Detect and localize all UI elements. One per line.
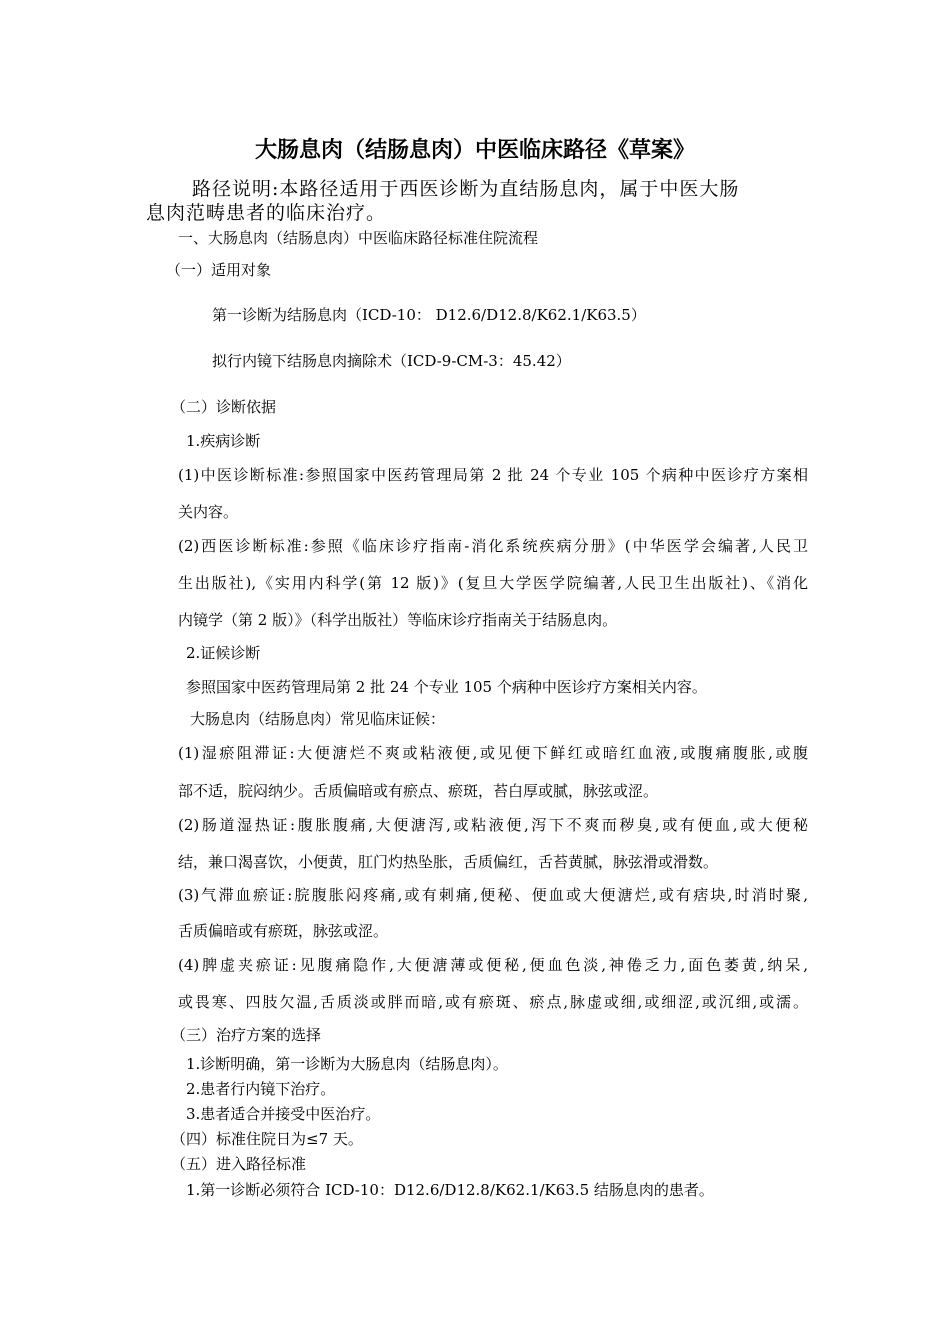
sub4-heading: （四）标准住院日为≤7 天。 bbox=[171, 1130, 363, 1148]
wm-standard-line-3: 内镜学（第 2 版）》（科学出版社）等临床诊疗指南关于结肠息肉。 bbox=[178, 611, 618, 629]
syndrome-reference: 参照国家中医药管理局第 2 批 24 个专业 105 个病种中医诊疗方案相关内容。 bbox=[186, 678, 707, 696]
sub5-item-1: 1.第一诊断必须符合 ICD-10：D12.6/D12.8/K62.1/K63.5 结肠息肉的患者。 bbox=[186, 1181, 714, 1199]
document-title: 大肠息肉（结肠息肉）中医临床路径《草案》 bbox=[254, 138, 695, 163]
sub3-item-1: 1.诊断明确，第一诊断为大肠息肉（结肠息肉）。 bbox=[186, 1055, 508, 1073]
syndrome-3-line-1: (3)气滞血瘀证:脘腹胀闷疼痛,或有刺痛,便秘、便血或大便溏烂,或有痞块,时消时聚, bbox=[178, 886, 808, 904]
sub1-item-2: 拟行内镜下结肠息肉摘除术（ICD-9-CM-3：45.42） bbox=[212, 352, 571, 370]
syndrome-1-line-2: 部不适，脘闷纳少。舌质偏暗或有瘀点、瘀斑，苔白厚或腻，脉弦或涩。 bbox=[178, 782, 659, 800]
sub3-item-3: 3.患者适合并接受中医治疗。 bbox=[186, 1105, 381, 1123]
syndrome-dx-heading: 2.证候诊断 bbox=[186, 644, 261, 662]
tcm-standard-line-2: 关内容。 bbox=[178, 503, 239, 521]
sub3-item-2: 2.患者行内镜下治疗。 bbox=[186, 1080, 336, 1098]
wm-standard-line-1: (2)西医诊断标准:参照《临床诊疗指南-消化系统疾病分册》(中华医学会编著,人民卫 bbox=[178, 537, 808, 555]
wm-standard-line-2: 生出版社),《实用内科学(第 12 版)》(复旦大学医学院编著,人民卫生出版社)、《消化 bbox=[178, 574, 808, 592]
syndrome-4-line-2: 或畏寒、四肢欠温,舌质淡或胖而暗,或有瘀斑、瘀点,脉虚或细,或细涩,或沉细,或濡。 bbox=[178, 993, 808, 1011]
intro-line-1: 路径说明:本路径适用于西医诊断为直结肠息肉，属于中医大肠 bbox=[192, 178, 740, 200]
syndrome-3-line-2: 舌质偏暗或有瘀斑，脉弦或涩。 bbox=[178, 922, 389, 940]
syndrome-1-line-1: (1)湿瘀阻滞证:大便溏烂不爽或粘液便,或见便下鲜红或暗红血液,或腹痛腹胀,或腹 bbox=[178, 744, 808, 762]
section1-heading: 一、大肠息肉（结肠息肉）中医临床路径标准住院流程 bbox=[178, 229, 539, 247]
syndrome-common-heading: 大肠息肉（结肠息肉）常见临床证候： bbox=[190, 710, 446, 728]
syndrome-2-line-2: 结，兼口渴喜饮，小便黄，肛门灼热坠胀，舌质偏红，舌苔黄腻，脉弦滑或滑数。 bbox=[178, 853, 719, 871]
intro-line-2: 息肉范畴患者的临床治疗。 bbox=[146, 202, 387, 224]
syndrome-2-line-1: (2)肠道湿热证:腹胀腹痛,大便溏泻,或粘液便,泻下不爽而秽臭,或有便血,或大便秘 bbox=[178, 816, 808, 834]
sub5-heading: （五）进入路径标准 bbox=[171, 1155, 307, 1173]
sub3-heading: （三）治疗方案的选择 bbox=[171, 1026, 322, 1044]
sub1-item-1: 第一诊断为结肠息肉（ICD-10： D12.6/D12.8/K62.1/K63.5） bbox=[212, 306, 646, 324]
sub1-heading: （一）适用对象 bbox=[166, 261, 272, 279]
syndrome-4-line-1: (4)脾虚夹瘀证:见腹痛隐作,大便溏薄或便秘,便血色淡,神倦乏力,面色萎黄,纳呆, bbox=[178, 956, 808, 974]
sub2-heading: （二）诊断依据 bbox=[171, 398, 277, 416]
disease-dx-heading: 1.疾病诊断 bbox=[186, 432, 261, 450]
tcm-standard-line-1: (1)中医诊断标准:参照国家中医药管理局第 2 批 24 个专业 105 个病种中医诊疗方案相 bbox=[178, 466, 808, 484]
